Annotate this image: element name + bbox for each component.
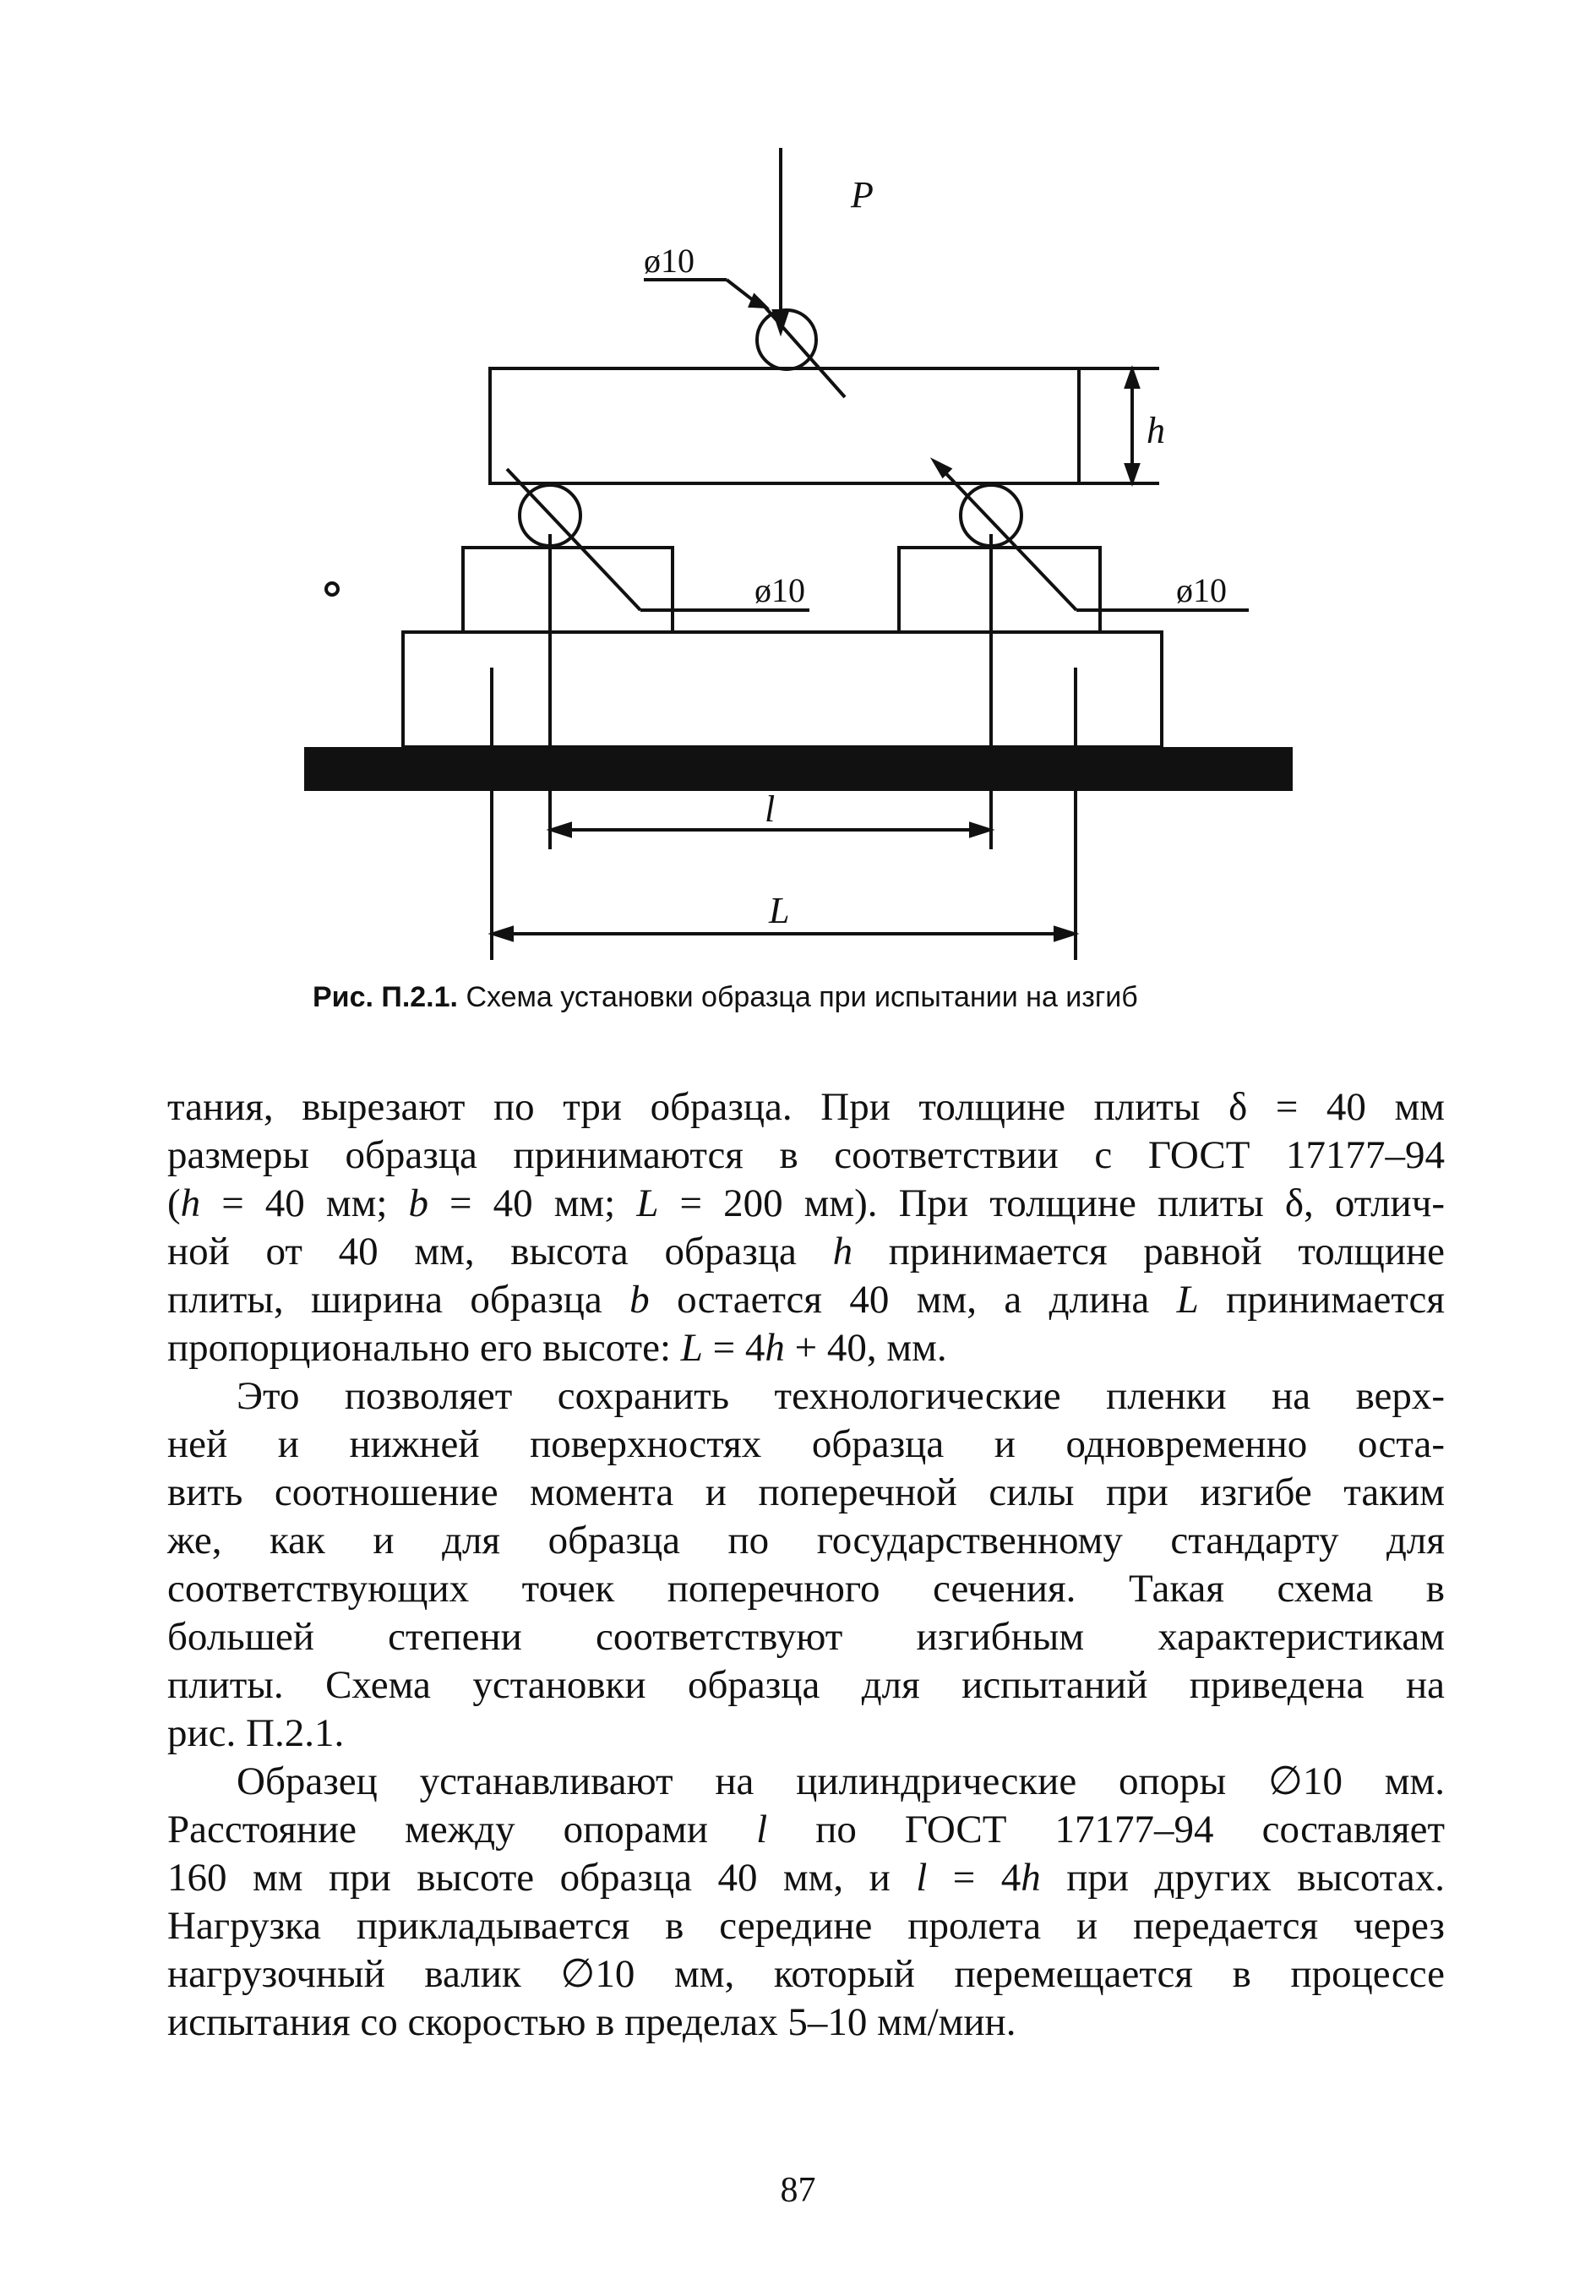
- p3-line-1: Образец устанавливают на цилиндрические опоры ∅10 мм.: [237, 1759, 1445, 1803]
- p2-line-5: соответствующих точек поперечного сечения. Такая схема в: [167, 1567, 1445, 1611]
- p1-line-5: плиты, ширина образца b остается 40 мм, а длина L принимается: [167, 1278, 1445, 1322]
- caption-text: Схема установки образца при испытании на изгиб: [466, 981, 1138, 1013]
- p2-line-3: вить соотношение момента и поперечной силы при изгибе таким: [167, 1470, 1445, 1514]
- height-arrow-bottom: [1126, 465, 1138, 482]
- p2-line-6: большей степени соответствуют изгибным характеристикам: [167, 1615, 1445, 1659]
- top-roller-leader-arrowhead: [750, 296, 765, 307]
- p3-line-4: Нагрузка прикладывается в середине пролета и передается через: [167, 1904, 1445, 1948]
- p1-line-3: (h = 40 мм; b = 40 мм; L = 200 мм). При толщине плиты δ, отлич-: [167, 1181, 1445, 1225]
- body-text: [167, 1083, 1445, 2047]
- p3-line-5: нагрузочный валик ∅10 мм, который перемещается в процессе: [167, 1952, 1445, 1996]
- p1-line-6: пропорционально его высоте: L = 4h + 40, мм.: [167, 1326, 947, 1370]
- p2-line-4: же, как и для образца по государственному стандарту для: [167, 1519, 1445, 1562]
- paragraph-2: [167, 1372, 1445, 1758]
- height-arrow-top: [1126, 370, 1138, 387]
- top-roller-diameter-label: ø10: [644, 242, 695, 280]
- p2-line-8: рис. П.2.1.: [167, 1711, 345, 1755]
- bending-test-diagram: [0, 0, 1596, 980]
- right-roller-diameter-label: ø10: [1176, 571, 1227, 609]
- outer-span-arrow-right: [1055, 928, 1074, 940]
- inner-span-label: l: [765, 788, 776, 830]
- left-roller-diameter-label: ø10: [754, 571, 805, 609]
- p3-line-2: Расстояние между опорами l по ГОСТ 17177–94 составляет: [167, 1808, 1446, 1852]
- inner-span-arrow-right: [971, 824, 989, 836]
- inner-span-arrow-left: [552, 824, 570, 836]
- support-base: [403, 632, 1162, 747]
- specimen-beam: [490, 368, 1079, 483]
- p2-line-7: плиты. Схема установки образца для испытаний приведена на: [167, 1663, 1445, 1707]
- testing-machine-bed: [304, 747, 1293, 791]
- p1-line-4: ной от 40 мм, высота образца h принимается равной толщине: [167, 1230, 1445, 1273]
- outer-span-arrow-left: [493, 928, 512, 940]
- margin-marker-circle: [326, 583, 338, 595]
- p2-line-2: ней и нижней поверхностях образца и одновременно оста-: [167, 1422, 1445, 1466]
- p3-line-6: испытания со скоростью в пределах 5–10 мм/мин.: [167, 2000, 1016, 2044]
- left-support-block: [463, 548, 673, 632]
- paragraph-3: [167, 1758, 1445, 2047]
- p2-line-1: Это позволяет сохранить технологические пленки на верх-: [237, 1374, 1445, 1418]
- p1-line-1: тания, вырезают по три образца. При толщине плиты δ = 40 мм: [167, 1085, 1445, 1129]
- load-label: P: [851, 174, 874, 215]
- right-roller-leader-arrowhead: [934, 461, 950, 476]
- p3-line-3: 160 мм при высоте образца 40 мм, и l = 4h при других высотах.: [167, 1856, 1445, 1900]
- figure-caption: [313, 979, 1369, 1016]
- page-number: 87: [780, 2171, 816, 2210]
- right-support-block: [899, 548, 1100, 632]
- top-loading-roller: [757, 310, 816, 369]
- caption-number: Рис. П.2.1.: [313, 981, 458, 1013]
- outer-span-label: L: [769, 890, 790, 931]
- left-roller-leader: [507, 469, 640, 610]
- height-label: h: [1147, 410, 1165, 451]
- paragraph-1: [167, 1083, 1445, 1372]
- p1-line-2: размеры образца принимаются в соответствии с ГОСТ 17177–94: [167, 1133, 1445, 1177]
